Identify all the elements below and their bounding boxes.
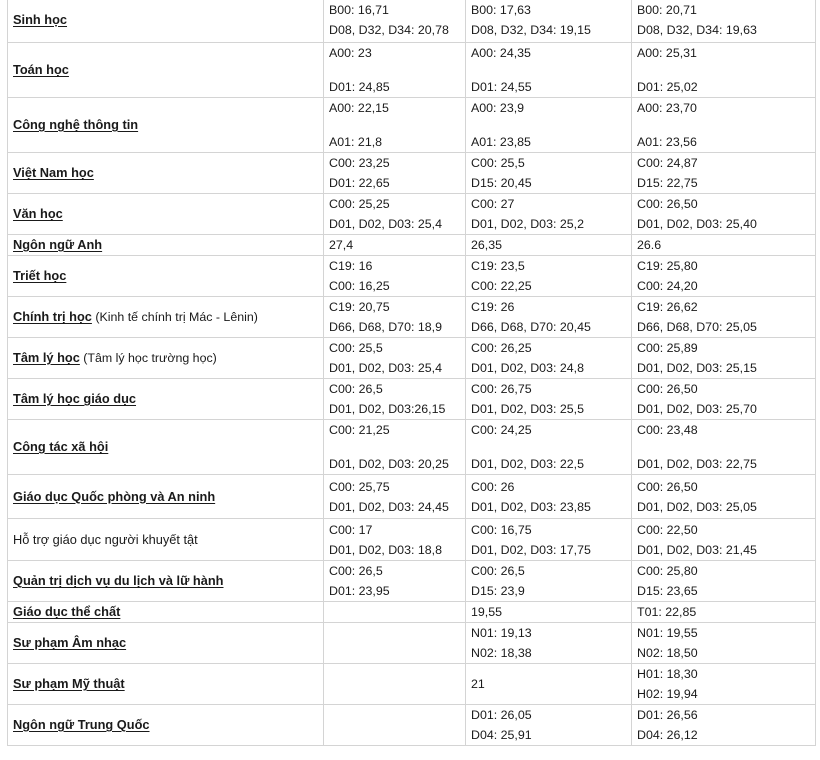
table-row (8, 475, 816, 519)
score-cell: 27,4 (324, 235, 466, 256)
major-name: Toán học (8, 43, 324, 98)
major-name: Giáo dục Quốc phòng và An ninh (8, 475, 324, 519)
score-cell (324, 602, 466, 623)
score-cell: A00: 22,15 A01: 21,8 (324, 98, 466, 153)
admission-scores-table (7, 0, 816, 746)
table-row (8, 519, 816, 561)
score-cell: C00: 25,89 D01, D02, D03: 25,15 (632, 338, 816, 379)
score-cell: D01: 26,56 D04: 26,12 (632, 705, 816, 746)
major-name: Chính trị học (Kinh tế chính trị Mác - Lênin) (8, 297, 324, 338)
major-name: Việt Nam học (8, 153, 324, 194)
score-cell: C00: 23,25 D01: 22,65 (324, 153, 466, 194)
score-cell: 21 (466, 664, 632, 705)
table-row (8, 705, 816, 746)
score-cell: C00: 16,75 D01, D02, D03: 17,75 (466, 519, 632, 561)
score-cell: C00: 26,50 D01, D02, D03: 25,40 (632, 194, 816, 235)
score-cell: C00: 25,25 D01, D02, D03: 25,4 (324, 194, 466, 235)
score-cell: C00: 27 D01, D02, D03: 25,2 (466, 194, 632, 235)
major-name: Ngôn ngữ Trung Quốc (8, 705, 324, 746)
table-row (8, 664, 816, 705)
score-cell: C19: 23,5 C00: 22,25 (466, 256, 632, 297)
score-cell: 26,35 (466, 235, 632, 256)
major-name: Công tác xã hội (8, 420, 324, 475)
table-row (8, 153, 816, 194)
table-row (8, 623, 816, 664)
score-cell: C19: 16 C00: 16,25 (324, 256, 466, 297)
score-cell: C00: 17 D01, D02, D03: 18,8 (324, 519, 466, 561)
table-row (8, 0, 816, 43)
score-cell: C00: 25,75 D01, D02, D03: 24,45 (324, 475, 466, 519)
score-cell: A00: 25,31 D01: 25,02 (632, 43, 816, 98)
table-row (8, 297, 816, 338)
score-cell: C00: 26,5 D01, D02, D03:26,15 (324, 379, 466, 420)
score-cell: C00: 24,87 D15: 22,75 (632, 153, 816, 194)
major-name: Triết học (8, 256, 324, 297)
table-row (8, 379, 816, 420)
score-cell: C00: 25,5 D01, D02, D03: 25,4 (324, 338, 466, 379)
table-row (8, 235, 816, 256)
score-cell (324, 623, 466, 664)
score-cell: N01: 19,55 N02: 18,50 (632, 623, 816, 664)
major-name: Quản trị dịch vụ du lịch và lữ hành (8, 561, 324, 602)
major-name: Tâm lý học giáo dục (8, 379, 324, 420)
score-cell: T01: 22,85 (632, 602, 816, 623)
score-cell: A00: 23,70 A01: 23,56 (632, 98, 816, 153)
major-name: Ngôn ngữ Anh (8, 235, 324, 256)
table-row (8, 98, 816, 153)
major-name: Giáo dục thể chất (8, 602, 324, 623)
table-row (8, 194, 816, 235)
score-cell: C19: 26 D66, D68, D70: 20,45 (466, 297, 632, 338)
major-name: Sư phạm Mỹ thuật (8, 664, 324, 705)
major-name: Văn học (8, 194, 324, 235)
score-cell: C19: 25,80 C00: 24,20 (632, 256, 816, 297)
score-cell: C00: 26,50 D01, D02, D03: 25,05 (632, 475, 816, 519)
table-row (8, 43, 816, 98)
score-cell: B00: 17,63 D08, D32, D34: 19,15 (466, 0, 632, 43)
table-row (8, 256, 816, 297)
score-cell: B00: 20,71 D08, D32, D34: 19,63 (632, 0, 816, 43)
score-cell: 19,55 (466, 602, 632, 623)
score-cell: C00: 26,50 D01, D02, D03: 25,70 (632, 379, 816, 420)
score-cell: C00: 25,5 D15: 20,45 (466, 153, 632, 194)
score-cell: C00: 24,25 D01, D02, D03: 22,5 (466, 420, 632, 475)
score-cell (324, 705, 466, 746)
score-cell: 26.6 (632, 235, 816, 256)
score-cell: C00: 26,5 D01: 23,95 (324, 561, 466, 602)
score-cell: C00: 26,5 D15: 23,9 (466, 561, 632, 602)
major-name: Hỗ trợ giáo dục người khuyết tật (8, 519, 324, 561)
score-cell: B00: 16,71 D08, D32, D34: 20,78 (324, 0, 466, 43)
table-row (8, 602, 816, 623)
score-cell: C00: 26,75 D01, D02, D03: 25,5 (466, 379, 632, 420)
score-cell: C19: 26,62 D66, D68, D70: 25,05 (632, 297, 816, 338)
major-name: Tâm lý học (Tâm lý học trường học) (8, 338, 324, 379)
table-row (8, 561, 816, 602)
score-cell: C00: 22,50 D01, D02, D03: 21,45 (632, 519, 816, 561)
score-cell: A00: 23 D01: 24,85 (324, 43, 466, 98)
score-cell: C00: 25,80 D15: 23,65 (632, 561, 816, 602)
major-name: Sư phạm Âm nhạc (8, 623, 324, 664)
score-cell: A00: 24,35 D01: 24,55 (466, 43, 632, 98)
major-name: Công nghệ thông tin (8, 98, 324, 153)
score-cell: N01: 19,13 N02: 18,38 (466, 623, 632, 664)
score-cell: C00: 23,48 D01, D02, D03: 22,75 (632, 420, 816, 475)
score-cell: H01: 18,30 H02: 19,94 (632, 664, 816, 705)
major-name: Sinh học (8, 0, 324, 43)
score-cell: C00: 26 D01, D02, D03: 23,85 (466, 475, 632, 519)
score-cell: D01: 26,05 D04: 25,91 (466, 705, 632, 746)
table-row (8, 420, 816, 475)
score-cell (324, 664, 466, 705)
score-cell: A00: 23,9 A01: 23,85 (466, 98, 632, 153)
score-cell: C19: 20,75 D66, D68, D70: 18,9 (324, 297, 466, 338)
table-row (8, 338, 816, 379)
score-cell: C00: 21,25 D01, D02, D03: 20,25 (324, 420, 466, 475)
score-cell: C00: 26,25 D01, D02, D03: 24,8 (466, 338, 632, 379)
